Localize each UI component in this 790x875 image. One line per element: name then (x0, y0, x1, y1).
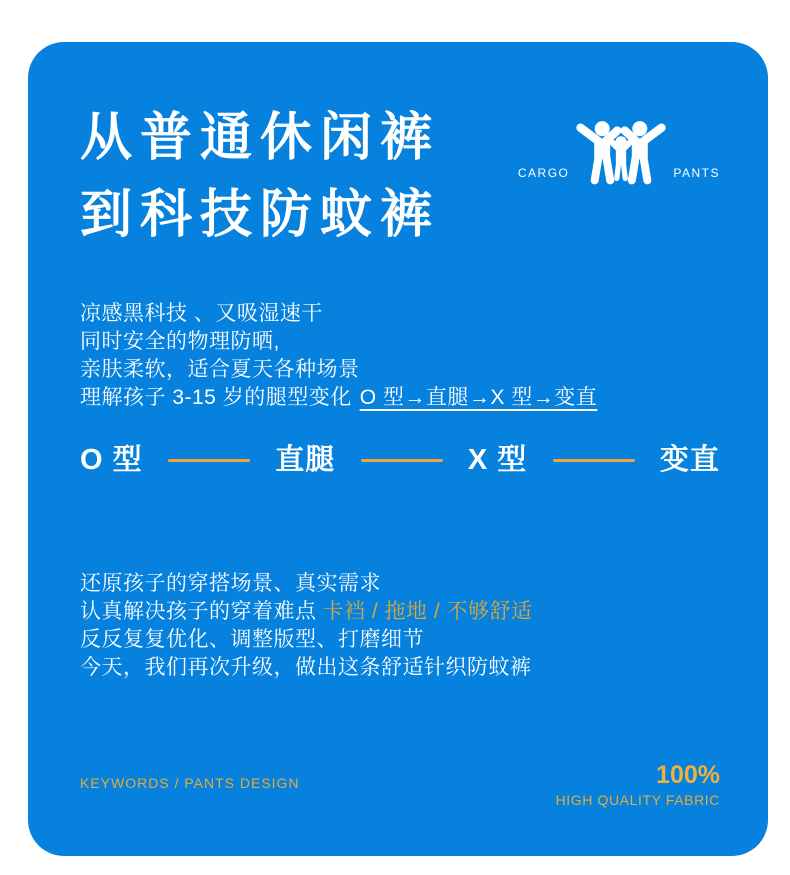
percent-label: 100% (656, 760, 720, 789)
title-line-1: 从普通休闲裤 (80, 109, 441, 167)
keywords-label: KEYWORDS / PANTS DESIGN (80, 775, 300, 791)
intro-line: 同时安全的物理防晒, (80, 330, 280, 353)
intro-line (80, 384, 597, 412)
stage-connector-line (168, 459, 250, 462)
quality-block (556, 762, 720, 808)
quality-label: HIGH QUALITY FABRIC (555, 792, 720, 808)
logo-pants-label: PANTS (673, 166, 720, 180)
body-line (80, 598, 533, 626)
page-title (80, 100, 440, 254)
leg-stage-label: 变直 (659, 444, 720, 476)
intro-paragraph (80, 300, 597, 412)
leg-stage-label: X 型 (467, 444, 528, 476)
leg-stage-label: O 型 (80, 444, 143, 476)
body-paragraph (80, 570, 533, 682)
leg-stage-row (80, 442, 720, 478)
brand-logo (518, 120, 720, 190)
promo-card (28, 42, 768, 856)
logo-cargo-label: CARGO (517, 166, 570, 180)
title-line-2: 到科技防蚊裤 (80, 186, 441, 244)
body-line: 今天，我们再次升级，做出这条舒适针织防蚊裤 (80, 656, 532, 679)
intro-line: 凉感黑科技 、又吸湿速干 (80, 302, 323, 325)
leg-stage-label: 直腿 (275, 444, 336, 476)
leg-change-text: 理解孩子 3-15 岁的腿型变化 (80, 386, 352, 409)
stage-connector-line (361, 459, 443, 462)
stage-connector-line (553, 459, 635, 462)
pain-point-highlight: 卡裆 / 拖地 / 不够舒适 (322, 600, 533, 623)
leg-change-sequence: O 型→直腿→X 型→变直 (359, 386, 598, 409)
body-line: 反反复复优化、调整版型、打磨细节 (80, 628, 424, 651)
intro-line: 亲肤柔软，适合夏天各种场景 (80, 358, 360, 381)
pain-point-text: 认真解决孩子的穿着难点 (80, 600, 317, 623)
card-footer (80, 762, 720, 808)
family-icon (574, 120, 668, 190)
body-line: 还原孩子的穿搭场景、真实需求 (80, 572, 381, 595)
